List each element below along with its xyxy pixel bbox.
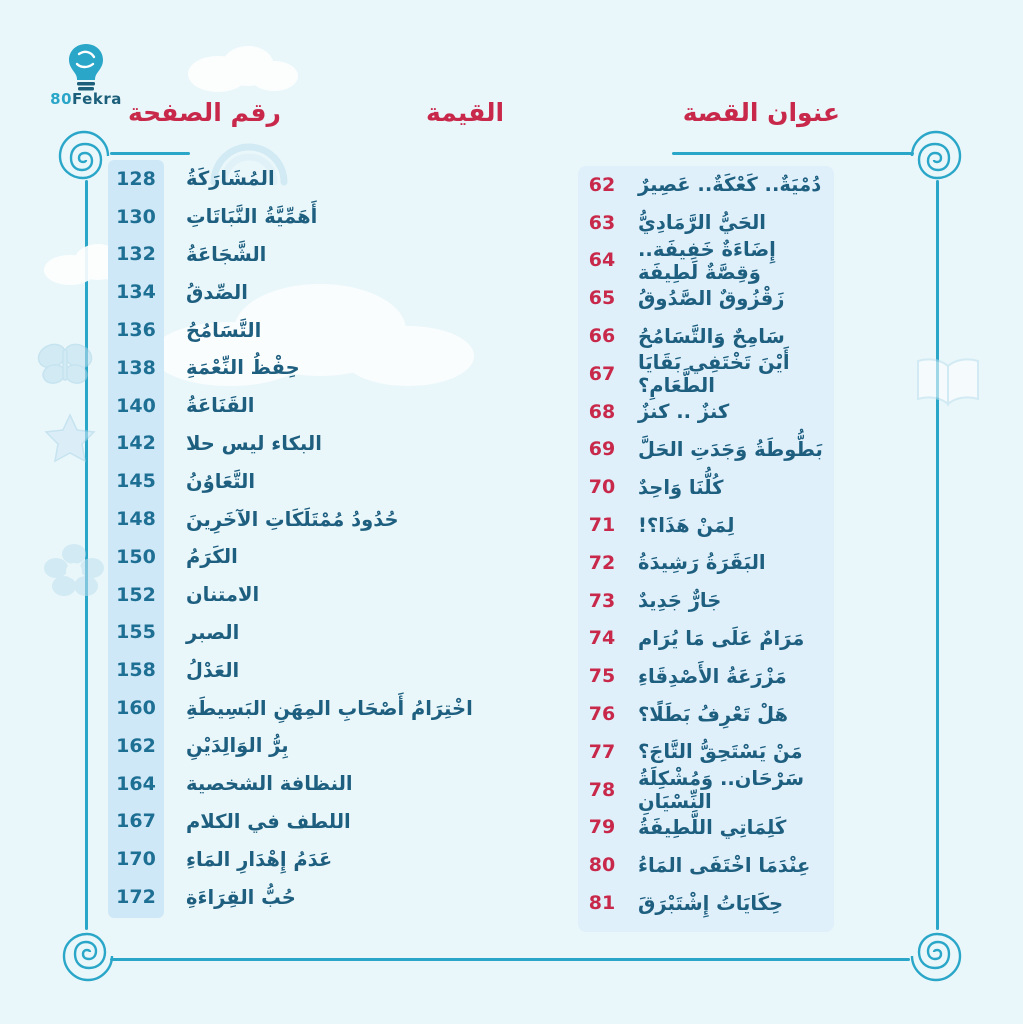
table-row[interactable] <box>0 614 560 652</box>
story-number-cell: 76 <box>588 703 616 726</box>
table-row[interactable] <box>578 733 834 771</box>
table-row[interactable] <box>578 166 834 204</box>
story-number-cell: 77 <box>588 740 616 763</box>
story-number-cell: 65 <box>588 287 616 310</box>
page-number-cell: 155 <box>116 621 156 644</box>
table-row[interactable] <box>0 462 560 500</box>
story-number-cell: 63 <box>588 211 616 234</box>
table-row[interactable] <box>0 349 560 387</box>
value-cell: التَّعَاوُنُ <box>186 469 256 493</box>
story-number-cell: 69 <box>588 438 616 461</box>
story-title-cell: إِضَاءَةٌ خَفِيفَة.. وَقِصَّةٌ لَطِيفَة <box>638 237 776 284</box>
page-number-cell: 164 <box>116 772 156 795</box>
table-row[interactable] <box>578 809 834 847</box>
table-row[interactable] <box>0 387 560 425</box>
story-title-cell: سَامِحٌ وَالتَّسَامُحُ <box>638 324 785 348</box>
story-number-cell: 67 <box>588 362 616 385</box>
story-title-cell: دُمْيَةٌ.. كَعْكَةٌ.. عَصِيرٌ <box>638 173 822 197</box>
page-number-cell: 158 <box>116 659 156 682</box>
table-row[interactable] <box>0 500 560 538</box>
story-title-cell: عِنْدَمَا اخْتَفَى المَاءُ <box>638 853 811 877</box>
story-number-cell: 79 <box>588 816 616 839</box>
table-row[interactable] <box>0 803 560 841</box>
table-row[interactable] <box>0 689 560 727</box>
value-cell: الصبر <box>186 620 240 644</box>
table-row[interactable] <box>0 840 560 878</box>
table-row[interactable] <box>578 393 834 431</box>
value-cell: العَدْلُ <box>186 658 240 682</box>
table-row[interactable] <box>578 317 834 355</box>
story-number-cell: 71 <box>588 514 616 537</box>
table-row[interactable] <box>578 237 834 284</box>
value-cell: التَّسَامُحُ <box>186 318 262 342</box>
story-number-cell: 74 <box>588 627 616 650</box>
value-cell: حُدُودُ مُمْتَلَكَاتِ الآخَرِينَ <box>186 507 399 531</box>
page-number-cell: 132 <box>116 243 156 266</box>
story-title-cell: مَنْ يَسْتَحِقُّ التَّاجَ؟ <box>638 740 803 764</box>
story-number-cell: 64 <box>588 249 616 272</box>
spiral-corner-doodle <box>908 128 964 184</box>
table-row[interactable] <box>0 538 560 576</box>
value-cell: بِرُّ الوَالِدَيْنِ <box>186 734 289 758</box>
story-number-cell: 78 <box>588 778 616 801</box>
lightbulb-icon <box>63 42 109 94</box>
table-row[interactable] <box>578 544 834 582</box>
table-row[interactable] <box>0 311 560 349</box>
table-row[interactable] <box>0 727 560 765</box>
frame-line-top-right <box>672 152 914 155</box>
table-row[interactable] <box>0 425 560 463</box>
logo-number: 80 <box>50 90 73 108</box>
table-row[interactable] <box>0 273 560 311</box>
table-row[interactable] <box>578 620 834 658</box>
story-title-cell: مَرَامٌ عَلَى مَا يُرَام <box>638 626 805 650</box>
story-title-cell: كَلِمَاتِي اللَّطِيفَةُ <box>638 815 787 839</box>
table-row[interactable] <box>578 204 834 242</box>
table-row[interactable] <box>0 198 560 236</box>
value-cell: القَنَاعَةُ <box>186 394 255 418</box>
page-number-cell: 148 <box>116 508 156 531</box>
header-story-title: عنوان القصة <box>682 98 840 127</box>
story-number-cell: 81 <box>588 892 616 915</box>
spiral-corner-doodle <box>60 928 116 984</box>
page-number-cell: 130 <box>116 205 156 228</box>
value-cell: الشَّجَاعَةُ <box>186 242 267 266</box>
story-number-cell: 68 <box>588 400 616 423</box>
open-book-doodle <box>912 352 984 414</box>
value-cell: الكَرَمُ <box>186 545 238 569</box>
story-title-cell: هَلْ تَعْرِفُ بَطَلًا؟ <box>638 702 789 726</box>
page-number-cell: 140 <box>116 394 156 417</box>
value-cell: البكاء ليس حلا <box>186 431 322 455</box>
table-row[interactable] <box>578 506 834 544</box>
value-cell: حِفْظُ النِّعْمَةِ <box>186 356 300 380</box>
values-table <box>0 160 560 916</box>
story-number-cell: 75 <box>588 665 616 688</box>
table-row[interactable] <box>578 657 834 695</box>
table-row[interactable] <box>578 582 834 620</box>
spiral-corner-doodle <box>908 928 964 984</box>
story-number-cell: 62 <box>588 173 616 196</box>
cloud-doodle <box>182 40 302 98</box>
value-cell: أَهَمِّيَّةُ النَّبَاتَاتِ <box>186 205 318 229</box>
page-number-cell: 150 <box>116 545 156 568</box>
table-row[interactable] <box>578 350 834 397</box>
value-cell: عَدَمُ إِهْدَارِ المَاءِ <box>186 847 333 871</box>
table-row[interactable] <box>578 884 834 922</box>
logo <box>46 42 126 114</box>
story-title-cell: سَرْحَان.. وَمُشْكِلَةُ النِّسْيَانِ <box>638 766 805 813</box>
table-row[interactable] <box>578 766 834 813</box>
frame-line-bottom <box>110 958 910 961</box>
story-title-cell: جَارٌّ جَدِيدٌ <box>638 589 722 613</box>
story-title-cell: مَزْرَعَةُ الأَصْدِقَاءِ <box>638 664 787 688</box>
story-number-cell: 70 <box>588 476 616 499</box>
story-number-cell: 66 <box>588 325 616 348</box>
table-row[interactable] <box>0 765 560 803</box>
story-title-cell: لِمَنْ هَذَا؟! <box>638 513 735 537</box>
page-number-cell: 170 <box>116 848 156 871</box>
table-row[interactable] <box>0 236 560 274</box>
story-title-cell: البَقَرَةُ رَشِيدَةُ <box>638 551 766 575</box>
story-number-cell: 72 <box>588 551 616 574</box>
table-row[interactable] <box>578 468 834 506</box>
value-cell: المُشَارَكَةُ <box>186 167 275 191</box>
table-row[interactable] <box>578 695 834 733</box>
logo-word: Fekra <box>72 90 122 108</box>
table-row[interactable] <box>0 651 560 689</box>
table-row[interactable] <box>578 279 834 317</box>
value-cell: اللطف في الكلام <box>186 809 351 833</box>
page-number-cell: 167 <box>116 810 156 833</box>
value-cell: الصِّدقُ <box>186 280 248 304</box>
value-cell: حُبُّ القِرَاءَةِ <box>186 885 296 909</box>
story-number-cell: 80 <box>588 854 616 877</box>
table-row[interactable] <box>578 846 834 884</box>
frame-line-top-left <box>110 152 190 155</box>
page-number-cell: 145 <box>116 470 156 493</box>
header-page-number: رقم الصفحة <box>128 98 281 127</box>
value-cell: الامتنان <box>186 583 260 607</box>
story-number-cell: 73 <box>588 589 616 612</box>
story-title-cell: أَيْنَ تَخْتَفِي بَقَايَا الطَّعَامِ؟ <box>638 350 790 397</box>
page-number-cell: 142 <box>116 432 156 455</box>
page-number-cell: 136 <box>116 319 156 342</box>
frame-line-right <box>936 180 939 930</box>
story-title-cell: الحَيُّ الرَّمَادِيُّ <box>638 211 766 235</box>
table-row[interactable] <box>578 431 834 469</box>
table-row[interactable] <box>0 576 560 614</box>
page-number-cell: 162 <box>116 734 156 757</box>
titles-table <box>578 166 834 922</box>
page-number-cell: 134 <box>116 281 156 304</box>
value-cell: النظافة الشخصية <box>186 772 353 796</box>
table-row[interactable] <box>0 160 560 198</box>
story-title-cell: بَطُّوطَةُ وَجَدَتِ الحَلَّ <box>638 437 823 461</box>
story-title-cell: زَقْزُوقٌ الصَّدُوقُ <box>638 286 785 310</box>
story-title-cell: كُلُّنَا وَاحِدٌ <box>638 475 724 499</box>
page-number-cell: 160 <box>116 697 156 720</box>
page-number-cell: 128 <box>116 167 156 190</box>
page-number-cell: 152 <box>116 583 156 606</box>
story-title-cell: كنزٌ .. كنزٌ <box>638 400 730 424</box>
page-number-cell: 138 <box>116 356 156 379</box>
value-cell: اخْتِرَامُ أَصْحَابِ المِهَنِ البَسِيطَةِ <box>186 696 473 720</box>
table-row[interactable] <box>0 878 560 916</box>
story-title-cell: حِكَايَاتُ إِشْتَبْرَقَ <box>638 891 784 915</box>
page-number-cell: 172 <box>116 886 156 909</box>
header-value: القيمة <box>425 98 505 127</box>
